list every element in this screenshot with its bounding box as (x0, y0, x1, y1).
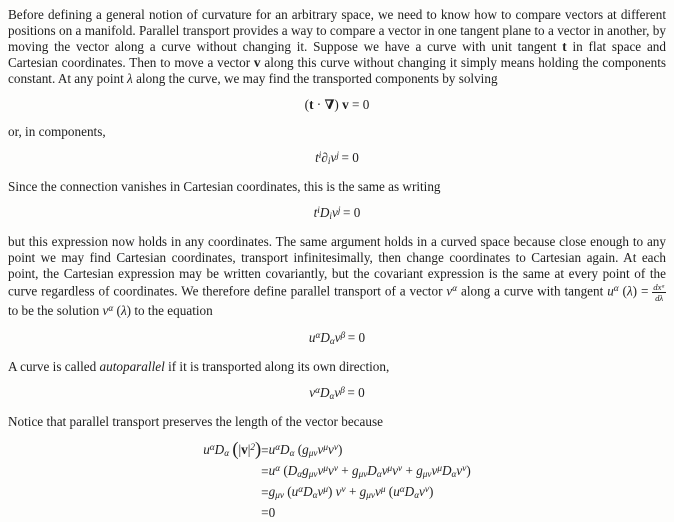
derivation-row-2 (203, 461, 471, 482)
equation-directional-derivative: (t · ∇) v = 0 (304, 97, 370, 112)
paragraph-curved-space: but this expression now holds in any coordinates. The same argument holds in a curved space because close enough to any point we may find Cartesian coordinates, transport infinitesimally, then change coordinates to Cartesian again. At each point, the Cartesian expression may be written covariantly, but the covariant expression is the same at every point of the curve regardless of coordinates. We therefore define parallel transport of a vector $v^\alpha$ along a curve with tangent $u^\alpha$ (λ) = $\frac{\text{dxᵅ}}{d\lambda}$ to be the solution $v^\alpha$ (λ) to the equation (8, 234, 666, 319)
derivation-row-4 (203, 503, 471, 522)
equals-sign: = (261, 442, 269, 458)
paragraph-notice-length: Notice that parallel transport preserves the length of the vector because (8, 414, 383, 430)
derivation-row-1 (203, 439, 471, 461)
equals-sign: = (261, 485, 269, 501)
equals-sign: = (261, 464, 269, 480)
paragraph-since-connection: Since the connection vanishes in Cartesian coordinates, this is the same as writing (8, 179, 441, 194)
paragraph-intro: Before defining a general notion of curvature for an arbitrary space, we need to know how to compare vectors at different positions on a manifold. Parallel transport provides a way to compare a vector in one tangent plane to a vector in another, by moving the vector along a curve without changing it. Suppose we have a curve with unit tangent t in flat space and Cartesian coordinates. Then to move a vector v along this curve without changing it simply means holding the components constant. At any point λ along the curve, we may find the transported components by solving (8, 7, 666, 86)
derivation-lhs (203, 482, 261, 503)
paragraph-autoparallel: A curve is called autoparallel if it is transported along its own direction, (8, 359, 390, 375)
equation-parallel-transport-definition: $u^\alpha D\alpha v^\beta = 0$ (308, 330, 366, 347)
derivation-rhs: gμν $(u^\alpha D\alpha v^\mu) v^\nu + g\mu\nu v^\mu$ $(u^\alpha D\alpha v^\nu)$ (268, 484, 434, 501)
derivation-length-preservation (203, 439, 471, 522)
derivation-rhs: $u^\alpha D\alpha$ $(g\mu\nu v^\mu v^\nu)$ (268, 441, 343, 458)
derivation-lhs: $u^\alpha D\alpha$ $(|v|^2)$ (203, 438, 262, 459)
derivation-lhs (203, 503, 261, 522)
equation-covariant-components: $t^iDiv^j = 0$ (313, 205, 361, 222)
derivation-rhs: 0 (268, 505, 276, 521)
paragraph-or-in-components: or, in components, (8, 124, 106, 139)
equation-partial-components: $t^i\partial iv^j = 0$ (315, 150, 359, 167)
equation-autoparallel: $v^\alpha D\alpha v^\beta = 0$ (309, 385, 365, 402)
derivation-lhs (203, 461, 261, 482)
equals-sign: = (261, 505, 269, 521)
derivation-rhs: $u^\alpha$ $(D\alpha g\mu\nu v^\mu v^\nu + g\mu\nu D\alpha v^\mu v^\nu + g\mu\nu v^\mu D\alpha v^\nu)$ (268, 463, 471, 480)
derivation-row-3 (203, 482, 471, 503)
